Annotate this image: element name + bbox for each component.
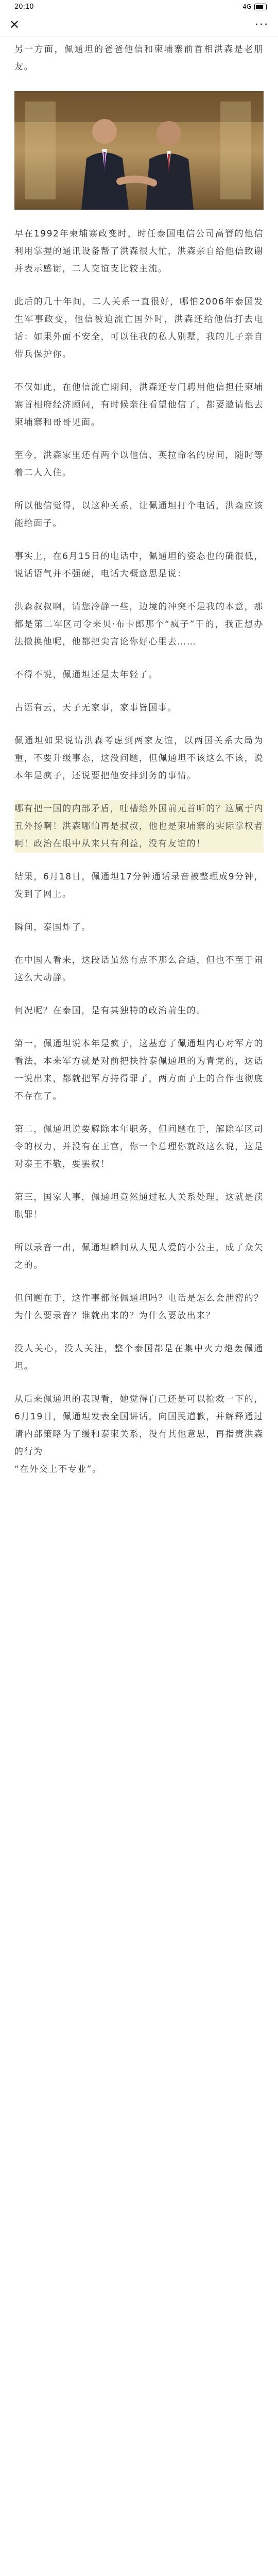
paragraph: 早在1992年柬埔寨政变时，时任泰国电信公司高管的他信利用掌握的通讯设备帮了洪森很大忙，洪森亲自给他信致谢并表示感谢，二人交谊支比较主流。: [14, 229, 264, 274]
paragraph: 事实上，在6月15日的电话中，佩通坦的姿态也的确很低，说话语气并不强硬，电话大概意思是说：: [14, 551, 264, 579]
paragraph: 另一方面，佩通坦的爸爸他信和柬埔寨前首相洪森是老朋友。: [14, 44, 264, 72]
paragraph: 第二，佩通坦说要解除本年职务，但问题在于，解除军区司令的权力，并没有在王宫，你一个总理你就敢这么说，这是对泰王不敬，要罢权！: [14, 1124, 264, 1170]
battery-icon: [254, 4, 267, 10]
paragraph: 至今，洪森家里还有两个以他信、英拉命名的房间，随时等着二人入住。: [14, 450, 264, 478]
paragraph: 不得不说，佩通坦还是太年轻了。: [14, 670, 158, 680]
paragraph: 古语有云，天子无家事，家事皆国事。: [14, 703, 178, 713]
paragraph: 此后的几十年间，二人关系一直很好，哪怕2006年泰国发生军事政变，他信被迫流亡国外时，洪森还给他信打去电话：如果外面不安全，可以住我的私人别墅，我的儿子亲自带兵保护你。: [14, 297, 264, 360]
paragraph-tail: “在外交上不专业”。: [14, 1464, 102, 1475]
paragraph: 没人关心，没人关注，整个泰国都是在集中火力炮轰佩通坦。: [14, 1344, 264, 1371]
paragraph: 结果，6月18日，佩通坦17分钟通话录音被整理成9分钟，发到了网上。: [14, 872, 264, 900]
paragraph: 瞬间，泰国炸了。: [14, 922, 91, 933]
paragraph: 不仅如此，在他信流亡期间，洪森还专门聘用他信担任柬埔寨首相府经济顾问，有时候亲往看望他信了，都要邀请他去柬埔寨和哥哥见面。: [14, 382, 264, 428]
paragraph: 何况呢？在泰国，是有其独特的政治前生的。: [14, 1006, 206, 1016]
news-photo: [14, 91, 264, 210]
nav-bar: [0, 13, 278, 37]
signal-icon: 4G: [242, 3, 251, 10]
paragraph: 洪森叔叔啊，请您冷静一些，边境的冲突不是我的本意，那都是第二军区司令来贝·布卡郎那个“疯子”干的，我正想办法撤换他呢，他都把尖言论你好心里去……: [14, 602, 264, 647]
more-icon[interactable]: ···: [255, 18, 269, 31]
status-bar: [0, 0, 278, 13]
paragraph-highlighted: 哪有把一国的内部矛盾，吐槽给外国前元首听的？这属于内丑外扬啊！洪森哪怕再是叔叔，他也是柬埔寨的实际掌权者啊！政治在眼中从来只有利益，没有友谊的！: [14, 800, 264, 853]
paragraph: 所以录音一出，佩通坦瞬间从人见人爱的小公主，成了众矢之的。: [14, 1243, 264, 1270]
paragraph: 第一，佩通坦说本年是疯子，这基意了佩通坦内心对军方的看法，本来军方就是对前把扶持泰佩通坦的为青党的，这话一说出来，都就把军方持得罪了，两方面子上的合作也彻底不存在了。: [14, 1039, 264, 1101]
status-icons: [242, 3, 267, 10]
paragraph: 第三，国家大事，佩通坦竟然通过私人关系处理，这就是渎职罪！: [14, 1192, 264, 1220]
paragraph: 在中国人看来，这段话虽然有点不那么合适，但也不至于闹这么大动静。: [14, 955, 264, 983]
close-icon[interactable]: ✕: [9, 18, 20, 32]
paragraph: 但问题在于，这件事都怪佩通坦吗？电话是怎么会泄密的？为什么要录音？谁就出来的？为什么要放出来？: [14, 1293, 264, 1321]
paragraph: 所以他信觉得，以这种关系，让佩通坦打个电话，洪森应该能给面子。: [14, 501, 264, 529]
clock: 20:10: [14, 3, 34, 11]
paragraph: 从后来佩通坦的表现看，她觉得自己还是可以抢救一下的，6月19日，佩通坦发表全国讲话，向国民道歉，并解释通过请内部策略为了缓和泰柬关系，没有其他意思，再指责洪森的行为: [14, 1394, 264, 1457]
article: [0, 37, 278, 1514]
paragraph: 佩通坦如果说请洪森考虑到两家友谊，以两国关系大局为重，不要升级事态，这没问题，但佩通坦不该这么不该，说本年是疯子，还说要把他安排到务的事情。: [14, 736, 264, 781]
